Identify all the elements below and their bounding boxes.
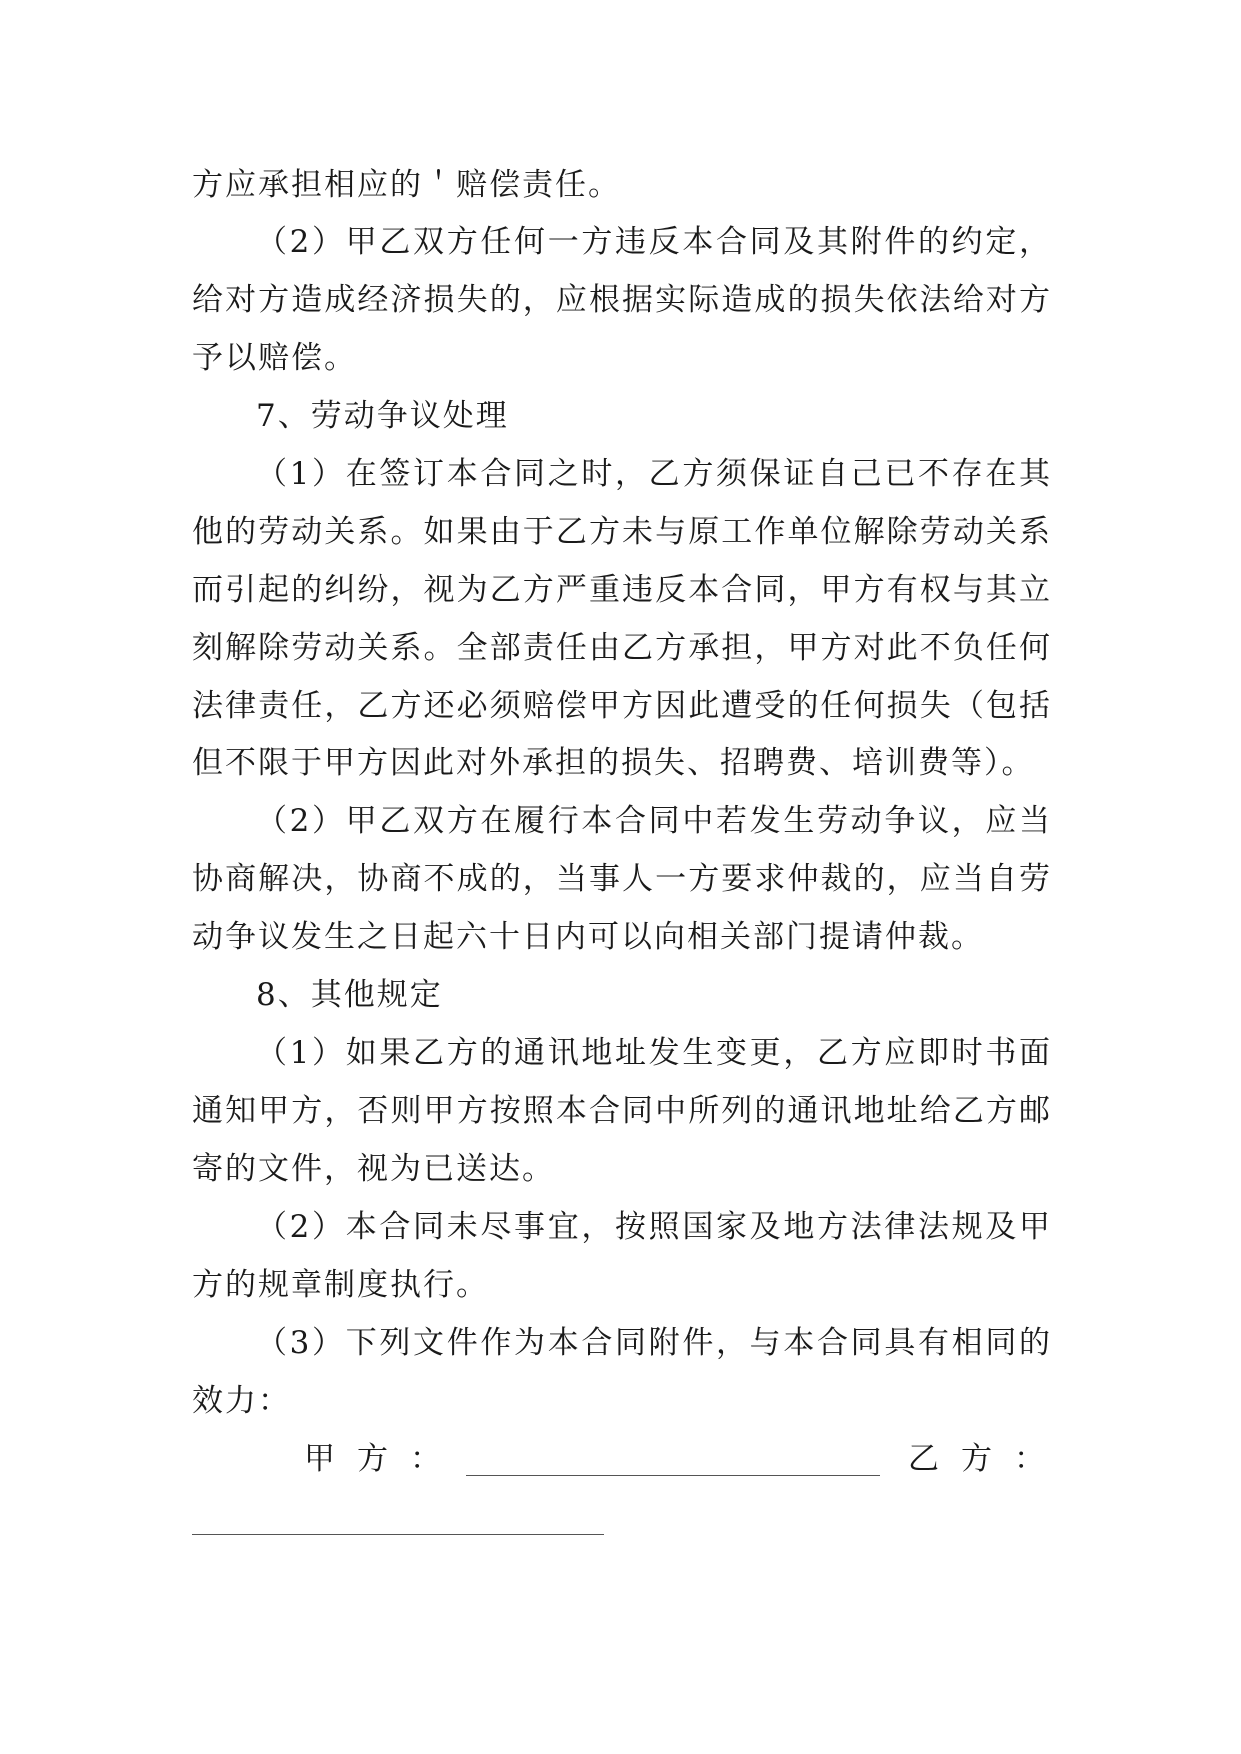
text-line: （3）下列文件作为本合同附件，与本合同具有相同的 bbox=[256, 1325, 1052, 1361]
party-b-label: 乙方： bbox=[908, 1441, 1067, 1477]
text-line: 而引起的纠纷，视为乙方严重违反本合同，甲方有权与其立 bbox=[192, 572, 1052, 608]
text-line: 动争议发生之日起六十日内可以向相关部门提请仲裁。 bbox=[192, 919, 984, 955]
party-b-signature-line bbox=[192, 1534, 604, 1535]
text-line: 但不限于甲方因此对外承担的损失、招聘费、培训费等）。 bbox=[192, 745, 1035, 781]
text-line: （1）如果乙方的通讯地址发生变更，乙方应即时书面 bbox=[256, 1035, 1052, 1071]
section-heading: 7、劳动争议处理 bbox=[256, 398, 509, 434]
text-line: 方的规章制度执行。 bbox=[192, 1267, 489, 1303]
text-line: 效力： bbox=[192, 1383, 291, 1419]
section-heading: 8、其他规定 bbox=[256, 977, 443, 1013]
party-a-label: 甲方： bbox=[304, 1441, 463, 1477]
text-line: 予以赔偿。 bbox=[192, 340, 357, 376]
text-line: （2）甲乙双方在履行本合同中若发生劳动争议，应当 bbox=[256, 803, 1052, 839]
text-line: （1）在签订本合同之时，乙方须保证自己已不存在其 bbox=[256, 456, 1052, 492]
text-line: 他的劳动关系。如果由于乙方未与原工作单位解除劳动关系 bbox=[192, 514, 1052, 550]
text-line: 法律责任，乙方还必须赔偿甲方因此遭受的任何损失（包括 bbox=[192, 688, 1052, 724]
text-line: 方应承担相应的＇赔偿责任。 bbox=[192, 167, 621, 203]
text-line: 寄的文件，视为已送达。 bbox=[192, 1151, 555, 1187]
text-line: （2）本合同未尽事宜，按照国家及地方法律法规及甲 bbox=[256, 1209, 1052, 1245]
text-line: 通知甲方，否则甲方按照本合同中所列的通讯地址给乙方邮 bbox=[192, 1093, 1052, 1129]
text-line: 刻解除劳动关系。全部责任由乙方承担，甲方对此不负任何 bbox=[192, 630, 1052, 666]
text-line: 协商解决，协商不成的，当事人一方要求仲裁的，应当自劳 bbox=[192, 861, 1052, 897]
text-line: （2）甲乙双方任何一方违反本合同及其附件的约定， bbox=[256, 224, 1052, 260]
text-line: 给对方造成经济损失的，应根据实际造成的损失依法给对方 bbox=[192, 282, 1052, 318]
party-a-signature-line bbox=[466, 1475, 880, 1476]
